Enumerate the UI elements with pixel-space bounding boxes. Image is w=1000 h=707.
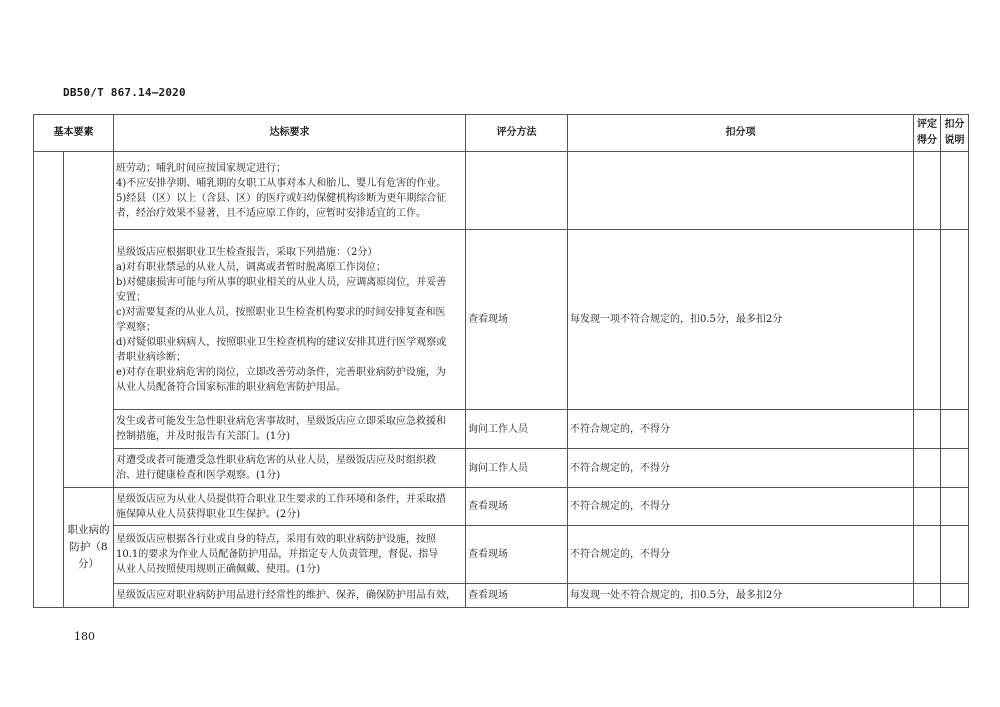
table-row xyxy=(34,230,969,410)
requirement-line: 4)不应安排孕期、哺乳期的女职工从事对本人和胎儿、婴儿有危害的作业。 xyxy=(116,177,447,189)
note-cell[interactable] xyxy=(941,152,969,230)
requirement-line: e)对存在职业病危害的岗位，立即改善劳动条件，完善职业病防护设施，为 xyxy=(116,366,446,378)
requirement-line: 班劳动；哺乳时间应按国家规定进行； xyxy=(116,162,286,174)
requirement-line: 控制措施，并及时报告有关部门。(1分) xyxy=(116,431,291,442)
table-row xyxy=(34,584,969,608)
deduction-cell: 不符合规定的，不得分 xyxy=(568,526,914,584)
deduction-cell: 不符合规定的，不得分 xyxy=(568,449,914,488)
table-row xyxy=(34,488,969,526)
requirement-line: 星级饭店应为从业人员提供符合职业卫生要求的工作环境和条件，并采取措 xyxy=(116,493,446,505)
requirement-cell xyxy=(114,152,466,230)
category-line: 分） xyxy=(78,558,99,570)
method-cell xyxy=(466,152,568,230)
method-cell: 查看现场 xyxy=(466,526,568,584)
table-row xyxy=(34,410,969,449)
table-row xyxy=(34,526,969,584)
score-cell[interactable] xyxy=(914,152,941,230)
note-cell[interactable] xyxy=(941,410,969,449)
note-cell[interactable] xyxy=(941,526,969,584)
deduction-cell xyxy=(568,152,914,230)
requirement-line: 从业人员配备符合国家标准的职业病危害防护用品。 xyxy=(116,381,346,393)
method-cell: 查看现场 xyxy=(466,488,568,526)
requirement-cell xyxy=(114,488,466,526)
score-cell[interactable] xyxy=(914,584,941,608)
deduction-cell: 不符合规定的，不得分 xyxy=(568,488,914,526)
score-cell[interactable] xyxy=(914,449,941,488)
requirement-cell xyxy=(114,449,466,488)
col-header-note: 扣分说明 xyxy=(941,115,969,152)
note-cell[interactable] xyxy=(941,488,969,526)
method-cell: 查看现场 xyxy=(466,230,568,410)
requirement-line: 从业人员按照使用规则正确佩戴、使用。(1分) xyxy=(116,564,321,575)
note-cell[interactable] xyxy=(941,449,969,488)
header-row xyxy=(34,115,969,152)
requirement-line: 星级饭店应根据职业卫生检查报告，采取下列措施：（2分） xyxy=(116,246,378,258)
requirement-line: 者，经治疗效果不显著，且不适应原工作的，应暂时安排适宜的工作。 xyxy=(116,207,426,219)
method-cell: 询问工作人员 xyxy=(466,449,568,488)
col-header-score: 评定得分 xyxy=(914,115,941,152)
table-row xyxy=(34,449,969,488)
requirement-line: 者职业病诊断； xyxy=(116,351,186,363)
score-cell[interactable] xyxy=(914,230,941,410)
deduction-cell: 不符合规定的，不得分 xyxy=(568,410,914,449)
requirement-line: d)对疑似职业病病人，按照职业卫生检查机构的建议安排其进行医学观察或 xyxy=(116,336,447,348)
score-cell[interactable] xyxy=(914,526,941,584)
requirement-line: 5)经县（区）以上（含县、区）的医疗或妇幼保健机构诊断为更年期综合征 xyxy=(116,192,447,204)
page-number: 180 xyxy=(74,630,95,643)
subelement-cell xyxy=(64,152,114,488)
requirement-line: b)对健康损害可能与所从事的职业相关的从业人员，应调离原岗位，并妥善 xyxy=(116,276,447,288)
requirement-line: 10.1的要求为作业人员配备防护用品，并指定专人负责管理，督促、指导 xyxy=(116,549,439,560)
score-cell[interactable] xyxy=(914,488,941,526)
requirement-line: 施保障从业人员获得职业卫生保护。(2分) xyxy=(116,508,301,520)
note-cell[interactable] xyxy=(941,230,969,410)
requirement-line: 安置； xyxy=(116,291,146,303)
category-cell xyxy=(64,488,114,608)
method-cell: 查看现场 xyxy=(466,584,568,608)
requirement-line: a)对有职业禁忌的从业人员，调离或者暂时脱离原工作岗位； xyxy=(116,261,386,273)
document-code: DB50/T 867.14—2020 xyxy=(63,86,186,99)
requirement-line: 对遭受或者可能遭受急性职业病危害的从业人员，星级饭店应及时组织救 xyxy=(116,455,436,466)
requirement-line: 星级饭店应对职业病防护用品进行经常性的维护、保养，确保防护用品有效， xyxy=(116,590,456,601)
requirement-line: c)对需要复查的从业人员，按照职业卫生检查机构要求的时间安排复查和医 xyxy=(116,306,446,318)
requirement-cell xyxy=(114,230,466,410)
deduction-cell: 每发现一项不符合规定的，扣0.5分，最多扣2分 xyxy=(568,230,914,410)
requirement-cell xyxy=(114,584,466,608)
col-header-requirement: 达标要求 xyxy=(114,115,466,152)
note-cell[interactable] xyxy=(941,584,969,608)
col-header-deduction: 扣分项 xyxy=(568,115,914,152)
requirement-line: 治、进行健康检查和医学观察。(1分) xyxy=(116,470,281,481)
requirement-line: 星级饭店应根据各行业或自身的特点，采用有效的职业病防护设施，按照 xyxy=(116,534,436,545)
col-header-method: 评分方法 xyxy=(466,115,568,152)
category-line: 职业病的 xyxy=(67,524,110,536)
category-line: 防护（8 xyxy=(69,541,108,553)
requirement-line: 学观察； xyxy=(116,321,156,333)
standard-table xyxy=(33,114,969,608)
table-row xyxy=(34,152,969,230)
col-header-basic: 基本要素 xyxy=(34,115,114,152)
requirement-cell xyxy=(114,526,466,584)
element-cell xyxy=(34,152,64,608)
score-cell[interactable] xyxy=(914,410,941,449)
deduction-cell: 每发现一处不符合规定的，扣0.5分，最多扣2分 xyxy=(568,584,914,608)
requirement-line: 发生或者可能发生急性职业病危害事故时，星级饭店应立即采取应急救援和 xyxy=(116,416,446,427)
requirement-cell xyxy=(114,410,466,449)
method-cell: 询问工作人员 xyxy=(466,410,568,449)
